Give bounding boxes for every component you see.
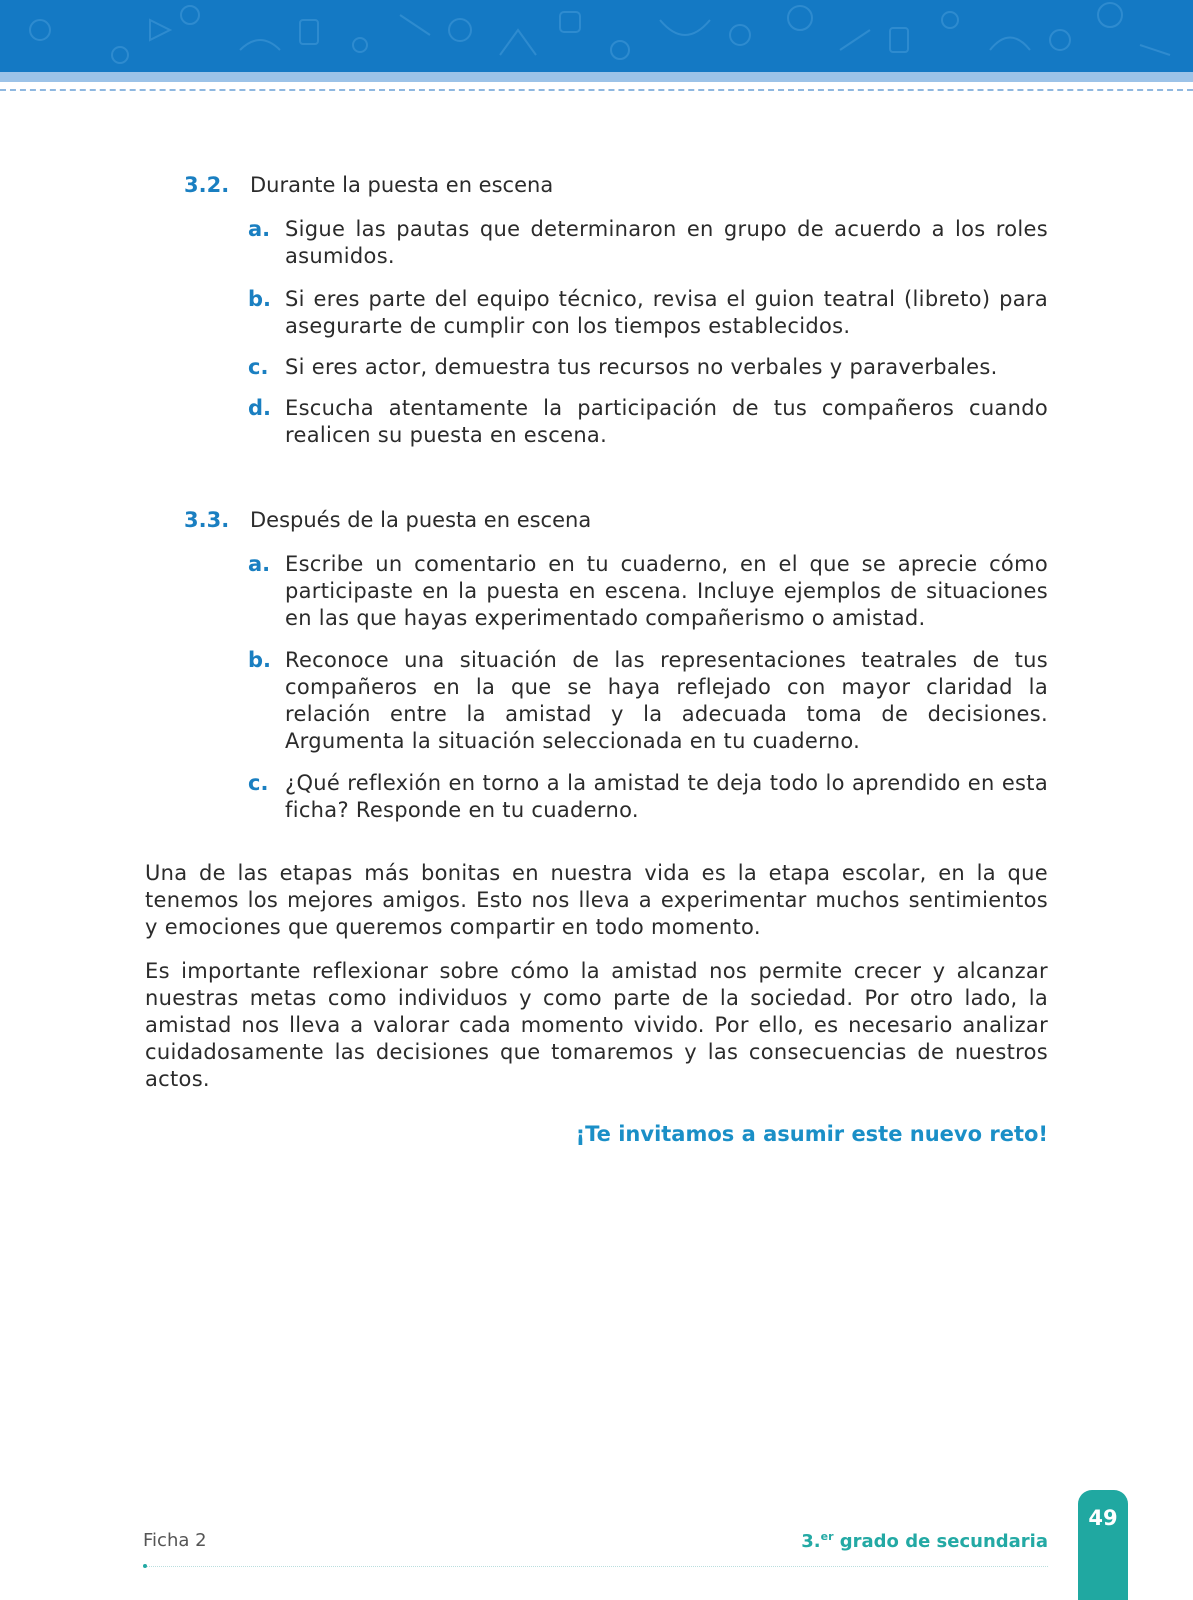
list-item — [248, 395, 1048, 449]
grade-text: grado de secundaria — [833, 1531, 1048, 1552]
footer-grade-label — [801, 1530, 1048, 1552]
footer-ficha-label: Ficha 2 — [143, 1530, 207, 1551]
section-3-3-heading — [184, 507, 591, 534]
item-letter: b. — [248, 287, 272, 311]
page-number: 49 — [1088, 1506, 1118, 1530]
section-3-3-title: Después de la puesta en escena — [250, 508, 592, 532]
item-letter: a. — [248, 217, 271, 241]
list-item — [248, 551, 1048, 632]
section-3-2-heading — [184, 172, 553, 199]
item-text: Escucha atentamente la participación de tus compañeros cuando realicen su puesta en escena. — [285, 396, 1048, 447]
header-doodle-pattern — [0, 0, 1193, 74]
list-item — [248, 216, 1048, 270]
item-text: Escribe un comentario en tu cuaderno, en el que se aprecie cómo participaste en la puesta en escena. Incluye ejemplos de situaciones en las que hayas experimentado compañerismo o amistad. — [285, 552, 1048, 630]
section-3-2-title: Durante la puesta en escena — [250, 173, 554, 197]
footer-divider — [145, 1566, 1048, 1567]
item-text: Si eres parte del equipo técnico, revisa el guion teatral (libreto) para asegurarte de cumplir con los tiempos establecidos. — [285, 287, 1048, 338]
header-stripe — [0, 72, 1193, 82]
grade-ordinal: er — [820, 1530, 834, 1543]
page-number-tab — [1078, 1490, 1128, 1600]
list-item — [248, 647, 1048, 755]
item-letter: c. — [248, 355, 269, 379]
body-paragraph: Es importante reflexionar sobre cómo la amistad nos permite crecer y alcanzar nuestras metas como individuos y como parte de la sociedad. Por otro lado, la amistad nos lleva a valorar cada momento vivido. Por ello, es necesario analizar cuidadosamente las decisiones que tomaremos y las consecuencias de nuestros actos. — [145, 959, 1048, 1091]
item-text: Reconoce una situación de las representaciones teatrales de tus compañeros en la que se haya reflejado con mayor claridad la relación entre la amistad y la adecuada toma de decisiones. Argumenta la situación seleccionada en tu cuaderno. — [285, 648, 1048, 753]
item-letter: d. — [248, 396, 272, 420]
list-item — [248, 286, 1048, 340]
body-paragraph: Una de las etapas más bonitas en nuestra vida es la etapa escolar, en la que tenemos los mejores amigos. Esto nos lleva a experimentar muchos sentimientos y emociones que queremos compartir en todo momento. — [145, 861, 1048, 939]
list-item — [248, 770, 1048, 824]
footer-dot — [143, 1564, 147, 1568]
header-dashed-divider — [0, 89, 1193, 91]
header-banner — [0, 0, 1193, 74]
item-text: ¿Qué reflexión en torno a la amistad te deja todo lo aprendido en esta ficha? Responde en tu cuaderno. — [285, 771, 1048, 822]
section-3-3-number: 3.3. — [184, 508, 230, 532]
item-letter: c. — [248, 771, 269, 795]
item-text: Sigue las pautas que determinaron en grupo de acuerdo a los roles asumidos. — [285, 217, 1048, 268]
list-item — [248, 354, 1048, 381]
call-to-action: ¡Te invitamos a asumir este nuevo reto! — [575, 1122, 1048, 1146]
section-3-2-number: 3.2. — [184, 173, 230, 197]
item-letter: b. — [248, 648, 272, 672]
grade-number: 3. — [801, 1531, 821, 1552]
item-text: Si eres actor, demuestra tus recursos no verbales y paraverbales. — [285, 355, 998, 379]
item-letter: a. — [248, 552, 271, 576]
